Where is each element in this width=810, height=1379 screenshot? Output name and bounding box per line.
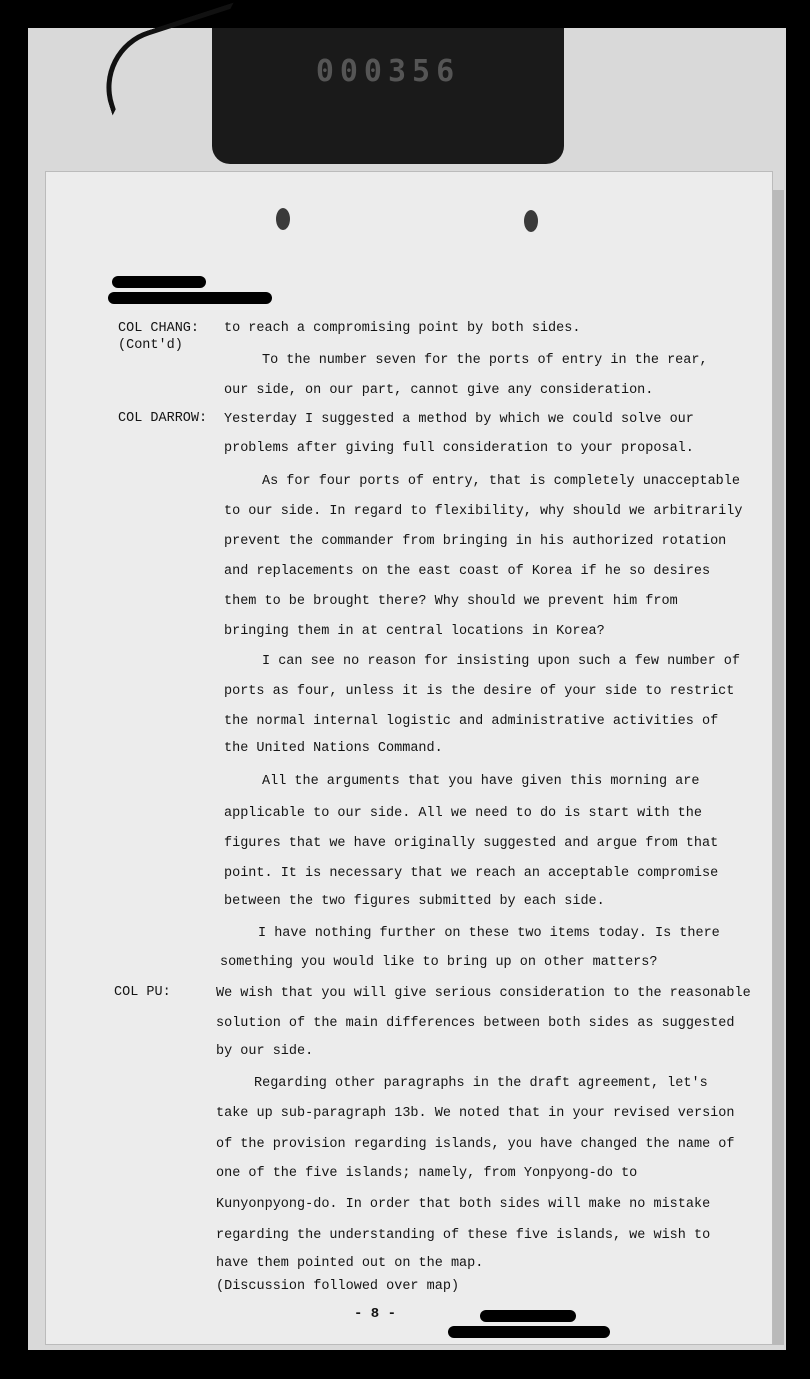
speaker-col-darrow [118,410,207,427]
speaker-name: COL PU: [114,985,171,1000]
text-line: I can see no reason for insisting upon such a few number of [262,654,740,669]
text-line: one of the five islands; namely, from Yonpyong-do to [216,1166,638,1181]
redaction-mark-bottom-2 [448,1326,610,1338]
text-line: Regarding other paragraphs in the draft agreement, let's [254,1076,708,1091]
text-line: have them pointed out on the map. [216,1256,484,1271]
text-line: take up sub-paragraph 13b. We noted that in your revised version [216,1106,735,1121]
text-line: the United Nations Command. [224,741,443,756]
text-line: To the number seven for the ports of entry in the rear, [262,353,708,368]
speaker-name: COL CHANG: [118,321,200,336]
text-line: to reach a compromising point by both sides. [224,321,581,336]
text-line: and replacements on the east coast of Korea if he so desires [224,564,711,579]
text-line: them to be brought there? Why should we prevent him from [224,594,678,609]
punch-hole-right [524,210,538,232]
text-line: As for four ports of entry, that is completely unacceptable [262,474,740,489]
paper-edge-shadow [770,190,784,1345]
text-line: regarding the understanding of these five islands, we wish to [216,1228,711,1243]
text-line: between the two figures submitted by each side. [224,894,605,909]
redaction-mark-bottom-1 [480,1310,576,1322]
redaction-mark-top-2 [108,292,272,304]
page-number: - 8 - [354,1306,397,1322]
text-line: Kunyonpyong-do. In order that both sides will make no mistake [216,1197,711,1212]
speaker-col-pu [114,984,171,1001]
text-line: something you would like to bring up on other matters? [220,955,658,970]
text-line: prevent the commander from bringing in his authorized rotation [224,534,727,549]
text-line: figures that we have originally suggested and argue from that [224,836,719,851]
text-line: by our side. [216,1044,314,1059]
text-line: our side, on our part, cannot give any consideration. [224,383,654,398]
text-line: ports as four, unless it is the desire of your side to restrict [224,684,735,699]
speaker-continued: (Cont'd) [118,338,183,353]
speaker-name: COL DARROW: [118,411,208,426]
speaker-col-chang [118,320,199,354]
text-line: applicable to our side. All we need to do is start with the [224,806,702,821]
text-line: We wish that you will give serious consideration to the reasonable [216,986,751,1001]
text-line: of the provision regarding islands, you have changed the name of [216,1137,735,1152]
text-line: I have nothing further on these two items today. Is there [258,926,720,941]
redaction-mark-top-1 [112,276,206,288]
text-line: problems after giving full consideration to your proposal. [224,441,694,456]
text-line: (Discussion followed over map) [216,1279,460,1294]
numbering-stamp [212,28,564,164]
text-line: solution of the main differences between both sides as suggested [216,1016,735,1031]
text-line: Yesterday I suggested a method by which we could solve our [224,412,694,427]
punch-hole-left [276,208,290,230]
text-line: All the arguments that you have given this morning are [262,774,700,789]
text-line: bringing them in at central locations in Korea? [224,624,605,639]
stamp-number: 000356 [315,54,461,89]
text-line: point. It is necessary that we reach an acceptable compromise [224,866,719,881]
text-line: the normal internal logistic and administrative activities of [224,714,719,729]
text-line: to our side. In regard to flexibility, why should we arbitrarily [224,504,743,519]
